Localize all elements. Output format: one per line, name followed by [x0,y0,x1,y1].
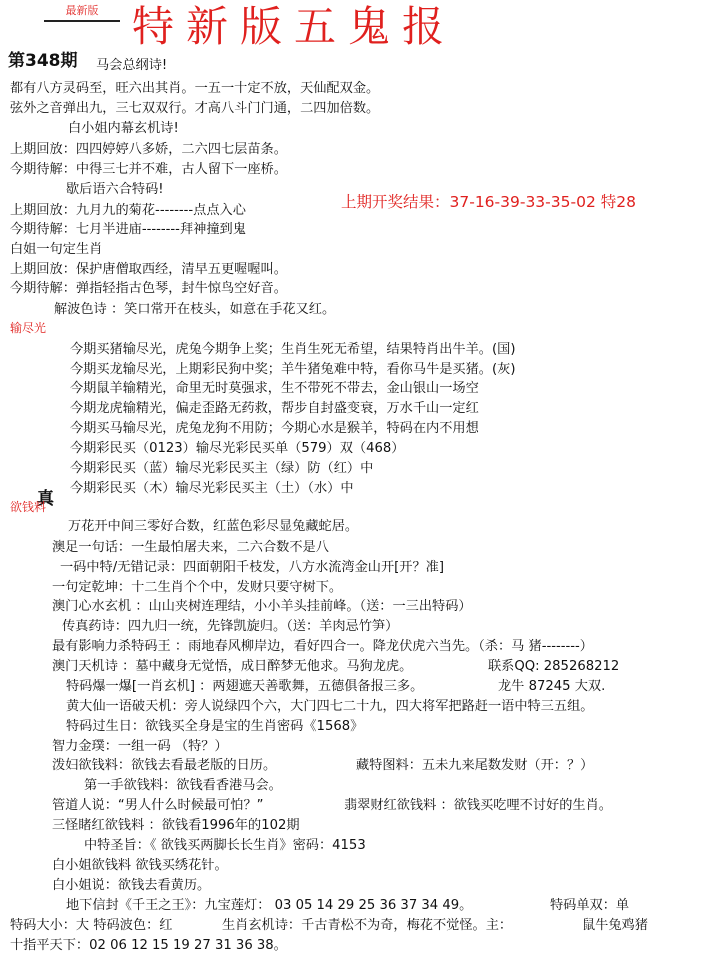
section-label-yuqian: 欲钱料 [10,500,47,514]
issue-number: 第348期 [8,51,78,71]
text-line: 一句定乾坤：十二生肖个个中，发财只要守树下。 [52,580,343,595]
text-line: 澳门心水玄机 ：山山夹树连理结，小小羊头挂前峰。（送：一三出特码） [52,599,472,614]
text-line: 地下信封《千王之王》：九宝莲灯： 03 05 14 29 25 36 37 34 49。 [66,898,473,913]
text-line: 白小姐说：欲钱去看黄历。 [52,878,211,893]
text-line: 中特圣旨：《 欲钱买两脚长长生肖》密码：4153 [84,838,366,853]
text-line: 特码过生日：欲钱买全身是宝的生肖密码《1568》 [66,719,364,734]
text-line: 黄大仙一语破天机：旁人说绿四个六，大门四七二十九，四大将军把路赶一语中特三五组。 [66,699,594,714]
text-line: 今期彩民买（0123）输尽光彩民买单（579）双（468） [70,441,405,456]
text-line: 今期鼠羊输精光，命里无时莫强求，生不带死不带去，金山银山一场空 [70,381,479,396]
text-line: 生肖玄机诗：千古青松不为奇，梅花不觉怪。主： [222,918,513,933]
text-line: 传真药诗：四九归一统，先锋凯旋归。（送：羊肉忌竹笋） [62,619,399,634]
text-line: 十指平天下：02 06 12 15 19 27 31 36 38。 [10,938,287,953]
section-label-zhen: 真 [37,489,54,509]
text-line: 今期买龙输尽光，上期彩民狗中奖；羊牛猪兔难中特，看你马牛是买猪。(灰) [70,362,516,377]
text-line: 今期龙虎输精光，偏走歪路无药救，帮步自封盛变衰，万水千山一定红 [70,401,479,416]
text-line: 今期买猪输尽光，虎兔今期争上奖；生肖生死无希望，结果特肖出牛羊。(国) [70,342,516,357]
text-line: 白小姐内幕玄机诗! [68,121,179,136]
latest-edition-badge: 最新版 [44,2,120,22]
text-line: 上期回放：九月九的菊花--------点点入心 [10,203,246,218]
text-line: 白小姐欲钱料 欲钱买绣花针。 [52,858,228,873]
section-label-shujin: 输尽光 [10,321,47,335]
text-line: 三怪睹红欲钱料 ：欲钱看1996年的102期 [52,818,300,833]
text-line: 马会总纲诗! [96,58,168,73]
text-line: 今期待解：弹指轻指古色琴，封牛惊鸟空好音。 [10,281,287,296]
text-line: 今期彩民买（木）输尽光彩民买主（土）（水）中 [70,481,354,496]
text-line: 都有八方灵码至，旺六出其肖。一五一十定不放，天仙配双金。 [10,81,380,96]
text-line: 解波色诗 ：笑口常开在枝头，如意在手花又红。 [54,302,336,317]
text-line: 白姐一句定生肖 [10,242,103,257]
text-line: 龙牛 87245 大双. [498,679,606,694]
text-line: 特码爆一爆[一肖玄机] ：两翅遮天善歌舞，五德俱备报三多。 [66,679,424,694]
contact-qq: 联系QQ: 285268212 [488,659,620,674]
text-line: 上期回放：四四婷婷八多娇，二六四七层苗条。 [10,142,287,157]
text-line: 最有影响力杀特码王 ：雨地春风柳岸边，看好四合一。降龙伏虎六当先。（杀：马 猪--------） [52,639,593,654]
text-line: 鼠牛兔鸡猪 [582,918,648,933]
text-line: 歇后语六合特码! [66,182,164,197]
text-line: 藏特图料：五未九来尾数发财（开：？） [356,758,594,773]
text-line: 特码大小：大 特码波色：红 [10,918,173,933]
text-line: 翡翠财红欲钱料 ：欲钱买吃哩不讨好的生肖。 [344,798,612,813]
text-line: 今期待解：中得三七并不难，古人留下一座桥。 [10,162,287,177]
text-line: 今期彩民买（蓝）输尽光彩民买主（绿）防（红）中 [70,461,374,476]
text-line: 今期待解：七月半进庙--------拜神撞到鬼 [10,222,246,237]
text-line: 万花开中间三零好合数，红蓝色彩尽显兔藏蛇居。 [68,519,359,534]
text-line: 上期回放：保护唐僧取西经，清早五更喔喔叫。 [10,262,287,277]
last-draw-result: 上期开奖结果：37-16-39-33-35-02 特28 [341,193,636,211]
text-line: 智力金璞：一组一码 （特？） [52,739,228,754]
text-line: 今期买马输尽光，虎兔龙狗不用防；今期心水是猴羊，特码在内不用想 [70,421,479,436]
text-line: 澳足一句话：一生最怕屠夫来，二六合数不是八 [52,540,329,555]
text-line: 一码中特/无错记录：四面朝阳千枝发，八方水流湾金山开[开？准] [60,560,444,575]
text-line: 澳门天机诗 ：墓中藏身无觉悟，成日醉梦无他求。马狗龙虎。 [52,659,413,674]
text-line: 泼妇欲钱料：欲钱去看最老版的日历。 [52,758,277,773]
text-line: 管道人说：“男人什么时候最可怕？” [52,798,264,813]
text-line: 第一手欲钱料：欲钱看香港马会。 [84,778,282,793]
page-title: 特新版五鬼报 [132,2,457,51]
text-line: 弦外之音弹出九，三七双双行。才高八斗门门通，二四加倍数。 [10,101,380,116]
text-line: 特码单双：单 [550,898,630,913]
